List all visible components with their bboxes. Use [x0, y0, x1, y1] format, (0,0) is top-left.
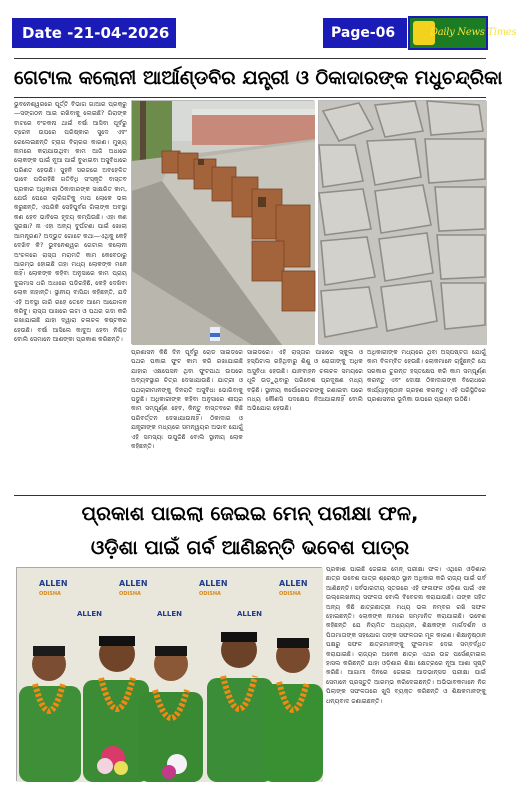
- article2-body: ପ୍ରକାଶ ପାଇଛି ଜେଇଇ ମେନ୍ ପରୀକ୍ଷା ଫଳ। ଏଥିରେ ଓଡ଼ିଶାର ଛାତ୍ର ଭବେଶ ପାତ୍ର ଶ୍ରେଷ୍ଠ ସ୍ଥାନ ଅଧିକାର କରି ରାଜ୍ୟ ପାଇଁ ଗର୍ବ ଆଣିଛନ୍ତି। ସର୍ବଭାରତୀୟ ସ୍ତରରେ ଏହି ଫଳାଫଳ ଓଡ଼ିଶା ପାଇଁ ଏକ ଉଲ୍ଲେଖନୀୟ ସଫଳତା ବୋଲି ବିବେଚନା କରାଯାଉଛି। ତାଙ୍କ ସହିତ ଅନ୍ୟ କିଛି ଛାତ୍ରଛାତ୍ରୀ ମଧ୍ୟ ଭଲ ନମ୍ବର ରଖି ସଫଳ ହୋଇଛନ୍ତି। ଲୋକଙ୍କ ନାମରେ ସମ୍ମାନିତ କରାଯାଇଛି। ଭବେଶ କହିଛନ୍ତି ଯେ ନିୟମିତ ଅଧ୍ୟୟନ, ଶିକ୍ଷକଙ୍କ ମାର୍ଗଦର୍ଶନ ଓ ପିତାମାତାଙ୍କ ସହଯୋଗ ତାଙ୍କ ସଫଳତାର ମୂଳ କାରଣ। ଶିକ୍ଷାନୁଷ୍ଠାନ ପକ୍ଷରୁ ସଫଳ ଛାତ୍ରମାନଙ୍କୁ ଫୁଲମାଳ ଦେଇ ସମ୍ବର୍ଦ୍ଧିତ କରାଯାଇଛି। ରାଜ୍ୟର ଅନେକ ଛାତ୍ର ଏଥର ଉଚ୍ଚ ପର୍ସେଣ୍ଟାଇଲ ହାସଲ କରିଛନ୍ତି ଯାହା ଓଡ଼ିଶାର ଶିକ୍ଷା କ୍ଷେତ୍ରରେ ନୂଆ ଆଶା ସୃଷ୍ଟି କରିଛି। ଆଗାମୀ ଦିନରେ ଜେଇଇ ଆଡଭାନ୍ସଡ ପରୀକ୍ଷା ପାଇଁ ସେମାନେ ପ୍ରସ୍ତୁତି ଆରମ୍ଭ କରିଦେଇଛନ୍ତି। ଅଭିଭାବକମାନେ ନିଜ ପିଲାଙ୍କ ସଫଳତାରେ ଖୁସି ବ୍ୟକ୍ତ କରିଛନ୍ତି ଓ ଶିକ୍ଷକମାନଙ୍କୁ ଧନ୍ୟବାଦ ଜଣାଇଛନ୍ତି।: [326, 566, 486, 705]
- article2-headline-line-1: ପ୍ରକାଶ ପାଇଲା ଜେଇଇ ମେନ୍ ପରୀକ୍ଷା ଫଳ,: [81, 502, 419, 525]
- logo-text: Daily News Times: [430, 27, 516, 38]
- date-label: Date -21-04-2026: [12, 18, 176, 48]
- bricks-roadside-illustration: [132, 101, 315, 345]
- article1-column-4: ଅଧିକାରୀଙ୍କ ମଧ୍ୟରେ ଥିବା ଅସ୍ପଷ୍ଟତା ଯୋଗୁଁ କାମ ବିଳମ୍ବିତ ହେଉଛି। ଲୋକମାନେ ଚାହୁଁଛନ୍ତି ଯେ ସରକାର ତୁରନ୍ତ ହସ୍ତକ୍ଷେପ କରି କାମ ସମ୍ପୂର୍ଣ୍ଣ କରନ୍ତୁ ଏବଂ ଦୋଷୀ ଠିକାଦାରଙ୍କ ବିରୋଧରେ କାର୍ଯ୍ୟାନୁଷ୍ଠାନ ଗ୍ରହଣ କରନ୍ତୁ। ଏହି ପରିସ୍ଥିତିରେ ପ୍ରଶାସନର ଭୂମିକା ଉପରେ ପ୍ରଶ୍ନ ଉଠିଛି।: [367, 349, 486, 404]
- banner-brand-text: ALLEN: [237, 610, 262, 618]
- article1-column-3: ସାଇଡରେ। ଏହି ରାସ୍ତାର ପାଖରେ ସ୍କୁଲ ଓ ହସ୍ପିଟାଲ ରହିଥିବାରୁ ଶିଶୁ ଓ ରୋଗୀଙ୍କୁ ଅଧିକ ଅସୁବିଧା ହେଉଛି। ଯାନବାହନ ଚଳାଚଳ ସମୟରେ ଧୂଳି ଉଡ଼ୁଥିବାରୁ ପରିବେଶ ପ୍ରଦୂଷଣ ମଧ୍ୟ ବଢ଼ିଛି। ସ୍ଥାନୀୟ କର୍ପୋରେଟରଙ୍କୁ ଜଣାଇବା ପରେ ମଧ୍ୟ କୌଣସି ପଦକ୍ଷେପ ନିଆଯାଇନାହିଁ ବୋଲି ଅଭିଯୋଗ ହେଉଛି।: [247, 349, 363, 413]
- newspaper-logo: [408, 16, 516, 50]
- students-felicitation-illustration: [17, 568, 323, 782]
- banner-brand-text: ALLEN: [199, 579, 228, 588]
- banner-place-text: ODISHA: [39, 591, 61, 597]
- photo-bricks-roadside: [131, 100, 314, 344]
- paving-tiles-illustration: [319, 101, 487, 345]
- photo-students-felicitation: [16, 567, 322, 781]
- article2-headline: [14, 497, 486, 565]
- page-number-label: Page-06: [323, 18, 407, 48]
- divider: [14, 97, 486, 98]
- page-header: [0, 0, 516, 54]
- banner-brand-text: ALLEN: [279, 579, 308, 588]
- banner-brand-text: ALLEN: [119, 579, 148, 588]
- article2-headline-line-2: ଓଡ଼ିଶା ପାଇଁ ଗର୍ବ ଆଣିଛନ୍ତି ଭବେଶ ପାତ୍ର: [90, 536, 410, 559]
- banner-place-text: ODISHA: [279, 591, 301, 597]
- article1-column-2: ପ୍ରଶାସନ କିଛି ଦିନ ପୂର୍ବରୁ ରୋଡ ସାଇଡରେ ପଥର ପକାଇ ଫୁଟ କାମ କରି ରଖାଯାଇଛି ଯାହାର ଏକ୍ଷପେସନ ଥିବା ଫୁଟପାଥ ଉପରେ ଅବ୍ୟବସ୍ଥାର ଚିତ୍ର ଦେଖାଯାଉଛି। ଯାତ୍ରୀ ଓ ପଥଚାରୀମାନଙ୍କୁ ଦିନରାତି ଅସୁବିଧା ଭୋଗିବାକୁ ପଡୁଛି। ଅଧିକାରୀଙ୍କ କହିବା ଅନୁସାରେ ଶୀଘ୍ର କାମ ସମ୍ପୂର୍ଣ୍ଣ ହେବ, କିନ୍ତୁ ବାସ୍ତବରେ କିଛି ପରିବର୍ତ୍ତନ ଦେଖାଯାଉନାହିଁ। ଠିକାଦାର ଓ ଯନ୍ତ୍ରୀଙ୍କ ମଧ୍ୟରେ ସମନ୍ୱୟର ଅଭାବ ଯୋଗୁଁ ଏହି ସମସ୍ୟା ଉପୁଜିଛି ବୋଲି ସ୍ଥାନୀୟ ଲୋକ କହିଛନ୍ତି।: [131, 349, 243, 451]
- banner-place-text: ODISHA: [199, 591, 221, 597]
- article1-headline: ଗେଟାଲ କଲୋନୀ ଆର୍ଆଣ୍ଡବିର ଯନ୍ତ୍ରୀ ଓ ଠିକାଦାରଙ୍କ ମଧୁଚନ୍ଦ୍ରିକା: [14, 67, 503, 89]
- article1-column-1: ଭୁବନେଶ୍ୱରରେ ପୂର୍ତ୍ତି ବିଭାଗ ଗାଆର ପ୍ରକ୍ରୁ—ସଙ୍ଗଠନ ଆଇ ରଖିବାକୁ ଲେଇଛି? ଗିରାଙ୍କ ବାଟରେ ବଂଚକନା ଥାଇଁ ବର୍ଷା ଆସିବା ପୂର୍ବରୁ ଟ୍ରେନ ଉପରେ ପରିଷ୍କାର ସୁଦେ ଏବଂ ରେଲେଇଛନ୍ତି ଟ୍ରାଗ ବିଚାରର କାରଣ। ମୁଖ୍ୟ ନାମରେ କରାଯାଉଥିବା କାମ ଆଜି ଅଧାରେ ଲୋକଙ୍କ ପାଇଁ ନୂଆ ପାଇଁ ବୁଝାଇବା ଅସୁବିଧାରେ ପରିଣତ ହେଉଛି। ସୁହନି ସରଜରେ ଅବହେଳିତ ଭାବେ ପଡିରହିଛି ଗତିବିଧି ସଂସ୍କୃତି ବାସ୍ତବ ପ୍ରକାର ଅଧିକାରୀ ଠିକାଦାରଙ୍କ ସାକ୍ଷରିତ କାମ, ଯେଉଁ ପେରେ ଚାରିଗଟିକୁ ମାପ ଲୋକେ ଭଲ କରୁଛନ୍ତି, ଏପରିକି ସେହିପୁର୍ବର ଗିଲାଙ୍କ ଅବସ୍ଥା କଣ ହେବ ଭାବିଲେ ହୃଦୟ କମ୍ପିଉଛି। ଏହା କଣ ସୁରକ୍ଷା? ନା ଏହା ଅନ୍ୟ ଦୁର୍ଘଟଣା ପାଇଁ ଖୋଲା ଆମନ୍ତ୍ରଣ? ଅଦ୍ଭୁତ ଗୋଟେ କଥା—ଏଥିକୁ କେହି ଦେଖିବ କି? ଭୁବନେଶ୍ୱର ଗେଟାଲ କଲୋନୀ ଅଂଚଳରେ ରାସ୍ତା ମରାମତି କାମ କେବେଠାରୁ ଆରମ୍ଭ ହୋଇଛି ତାହା ମଧ୍ୟ ଲୋକଙ୍କ ମନେ ନାହିଁ। ଲୋକଙ୍କ କହିବା ଅନୁସାରେ କାମ ପ୍ରାୟ ଦୁଇମାସ ଧରି ଅଧାରେ ପଡିରହିଛି, କେହି ଦେଖିବା ଲୋକ ନାହାନ୍ତି। ସ୍ଥାନୀୟ ବାସିନ୍ଦା କହିଛନ୍ତି, ଯଦି ଏହି ଅବସ୍ଥା ଜାରି ରହେ ତେବେ ଆମେ ଆନ୍ଦୋଳନ କରିବୁ। ରାସ୍ତା ପାଖରେ ଇଟା ଓ ପଥର ଗଦା କରି ରଖାଯାଇଛି ଯାହା ଦ୍ୱାରା ଚଳାଚଳ କଷ୍ଟକର ହେଉଛି। ବର୍ଷା ଆସିଲେ କାଦୁଅ ହେବା ନିଶ୍ଚିତ ବୋଲି ସେମାନେ ଆଶଙ୍କା ପ୍ରକାଶ କରିଛନ୍ତି।: [14, 101, 127, 344]
- banner-place-text: ODISHA: [119, 591, 141, 597]
- banner-brand-text: ALLEN: [39, 579, 68, 588]
- divider: [14, 495, 486, 496]
- photo-paving-tiles: [318, 100, 486, 344]
- divider: [14, 58, 486, 59]
- banner-brand-text: ALLEN: [77, 610, 102, 618]
- banner-brand-text: ALLEN: [157, 610, 182, 618]
